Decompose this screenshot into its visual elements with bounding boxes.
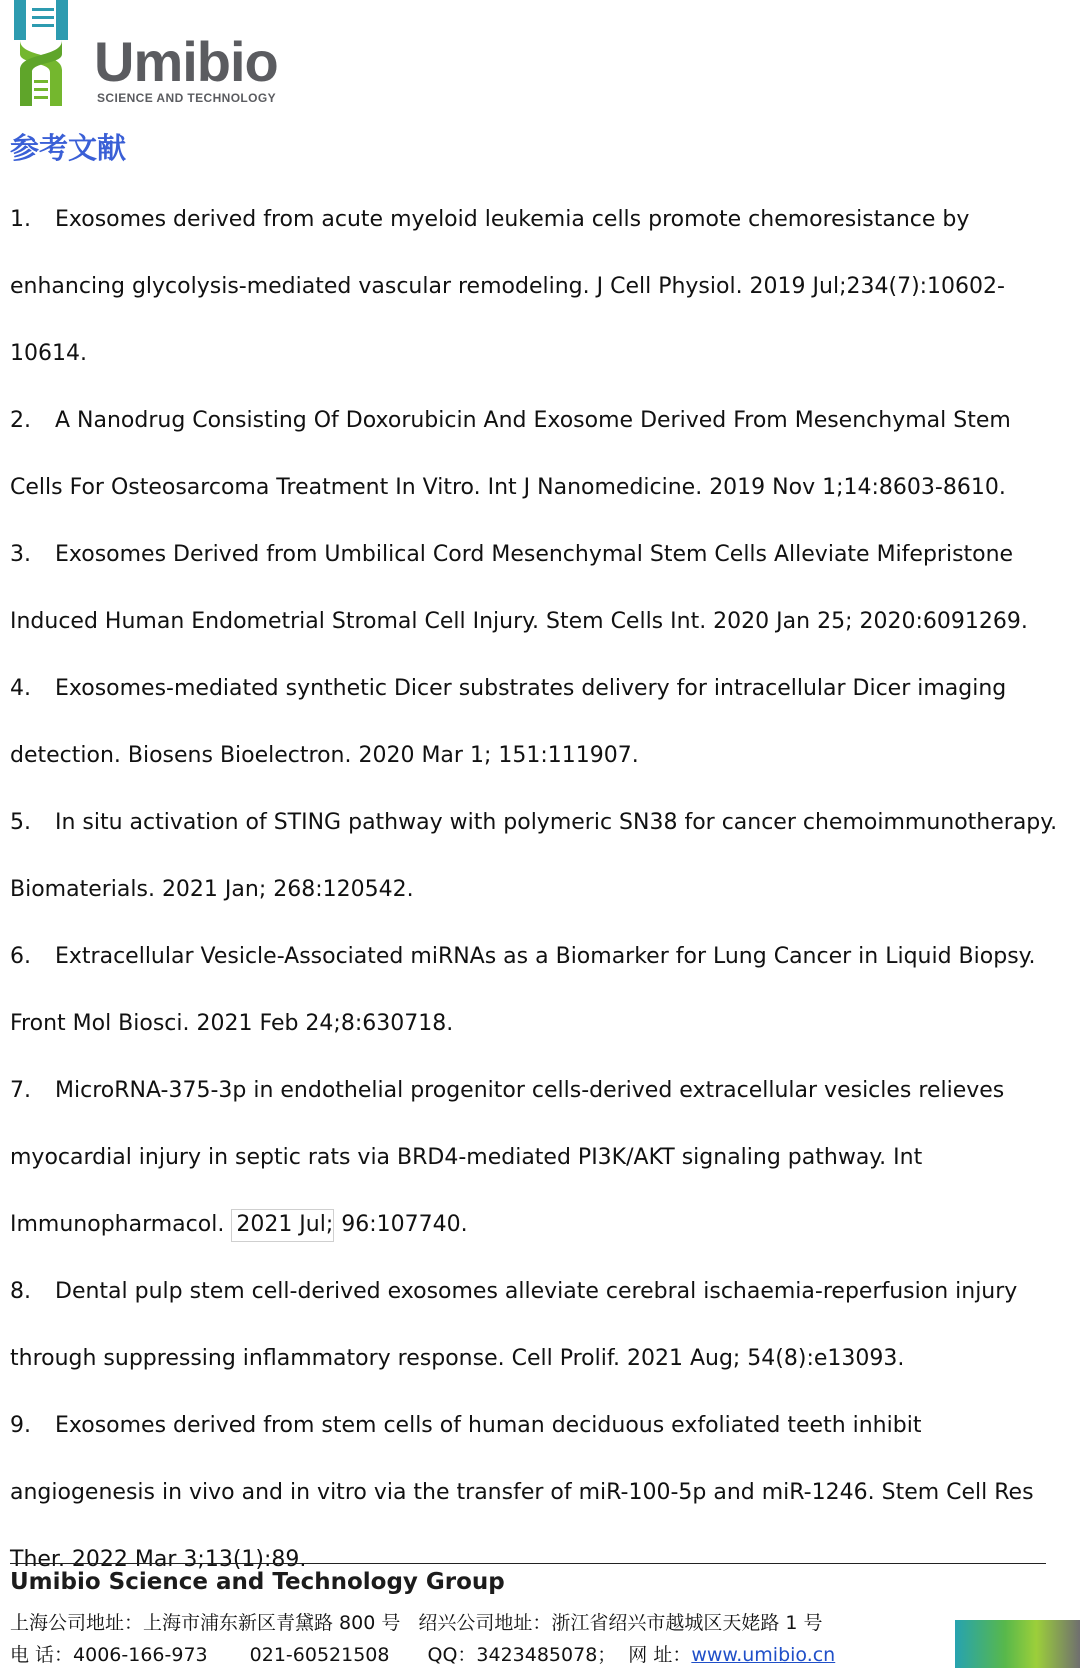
reference-text: Exosomes-mediated synthetic Dicer substrates delivery for intracellular Dicer imaging detection. Biosens Bioelectron. 2020 Mar 1; 151:111907. [10, 676, 1007, 768]
phone-number-1: 4006-166-973 [73, 1644, 208, 1666]
reference-text: In situ activation of STING pathway with polymeric SN38 for cancer chemoimmunotherapy. Biomaterials. 2021 Jan; 268:120542. [10, 810, 1058, 902]
reference-number: 9. [10, 1413, 31, 1438]
reference-item [10, 1057, 1060, 1258]
reference-text: Exosomes Derived from Umbilical Cord Mesenchymal Stem Cells Alleviate Mifepristone Induced Human Endometrial Stromal Cell Injury. Stem Cells Int. 2020 Jan 25; 2020:6091269. [10, 542, 1028, 634]
website-label: 网 址： [628, 1644, 692, 1666]
reference-item [10, 1258, 1060, 1392]
reference-number: 1. [10, 207, 31, 232]
reference-date-highlight: 2021 Jul; [231, 1209, 334, 1242]
decorative-gradient-bar [955, 1620, 1080, 1668]
reference-text: Exosomes derived from acute myeloid leukemia cells promote chemoresistance by enhancing glycolysis-mediated vascular remodeling. J Cell Physiol. 2019 Jul;234(7):10602-10614. [10, 207, 1005, 366]
footer-company-name: Umibio Science and Technology Group [10, 1569, 505, 1595]
reference-number: 5. [10, 810, 31, 835]
reference-item [10, 186, 1060, 387]
reference-number: 8. [10, 1279, 31, 1304]
shaoxing-address: 绍兴公司地址：浙江省绍兴市越城区天姥路 1 号 [418, 1612, 823, 1634]
reference-item [10, 655, 1060, 789]
reference-number: 3. [10, 542, 31, 567]
reference-item [10, 387, 1060, 521]
reference-number: 4. [10, 676, 31, 701]
brand-name: Umibio [94, 30, 278, 93]
reference-item [10, 521, 1060, 655]
shanghai-address: 上海公司地址：上海市浦东新区青黛路 800 号 [10, 1612, 401, 1634]
website-link[interactable]: www.umibio.cn [691, 1644, 836, 1666]
phone-number-2: 021-60521508 [249, 1644, 390, 1666]
qq-number: QQ：3423485078； [427, 1644, 617, 1666]
reference-item [10, 789, 1060, 923]
reference-list [10, 186, 1060, 1593]
company-logo [10, 0, 280, 106]
brand-tagline: SCIENCE AND TECHNOLOGY [97, 91, 277, 105]
footer-divider [10, 1563, 1046, 1564]
reference-number: 2. [10, 408, 31, 433]
reference-number: 7. [10, 1078, 31, 1103]
reference-text: MicroRNA-375-3p in endothelial progenitor cells-derived extracellular vesicles relieves myocardial injury in septic rats via BRD4-mediated PI3K/AKT signaling pathway. Int Immunopharmacol. [10, 1078, 1005, 1237]
footer-addresses [10, 1608, 823, 1635]
reference-text-end: 96:107740. [341, 1212, 468, 1237]
reference-text: Dental pulp stem cell-derived exosomes alleviate cerebral ischaemia-reperfusion injury through suppressing inflammatory response. Cell Prolif. 2021 Aug; 54(8):e13093. [10, 1279, 1018, 1371]
reference-number: 6. [10, 944, 31, 969]
reference-text: Extracellular Vesicle-Associated miRNAs as a Biomarker for Lung Cancer in Liquid Biopsy. Front Mol Biosci. 2021 Feb 24;8:630718. [10, 944, 1036, 1036]
reference-item [10, 923, 1060, 1057]
dna-helix-icon [12, 0, 72, 106]
reference-text: Exosomes derived from stem cells of human deciduous exfoliated teeth inhibit angiogenesis in vivo and in vitro via the transfer of miR-100-5p and miR-1246. Stem Cell Res Ther. 2022 Mar 3;13(1):89. [10, 1413, 1034, 1572]
footer-contact [10, 1640, 835, 1667]
reference-text: A Nanodrug Consisting Of Doxorubicin And Exosome Derived From Mesenchymal Stem Cells For Osteosarcoma Treatment In Vitro. Int J Nanomedicine. 2019 Nov 1;14:8603-8610. [10, 408, 1011, 500]
phone-label: 电 话： [10, 1644, 74, 1666]
references-heading: 参考文献 [10, 131, 127, 165]
